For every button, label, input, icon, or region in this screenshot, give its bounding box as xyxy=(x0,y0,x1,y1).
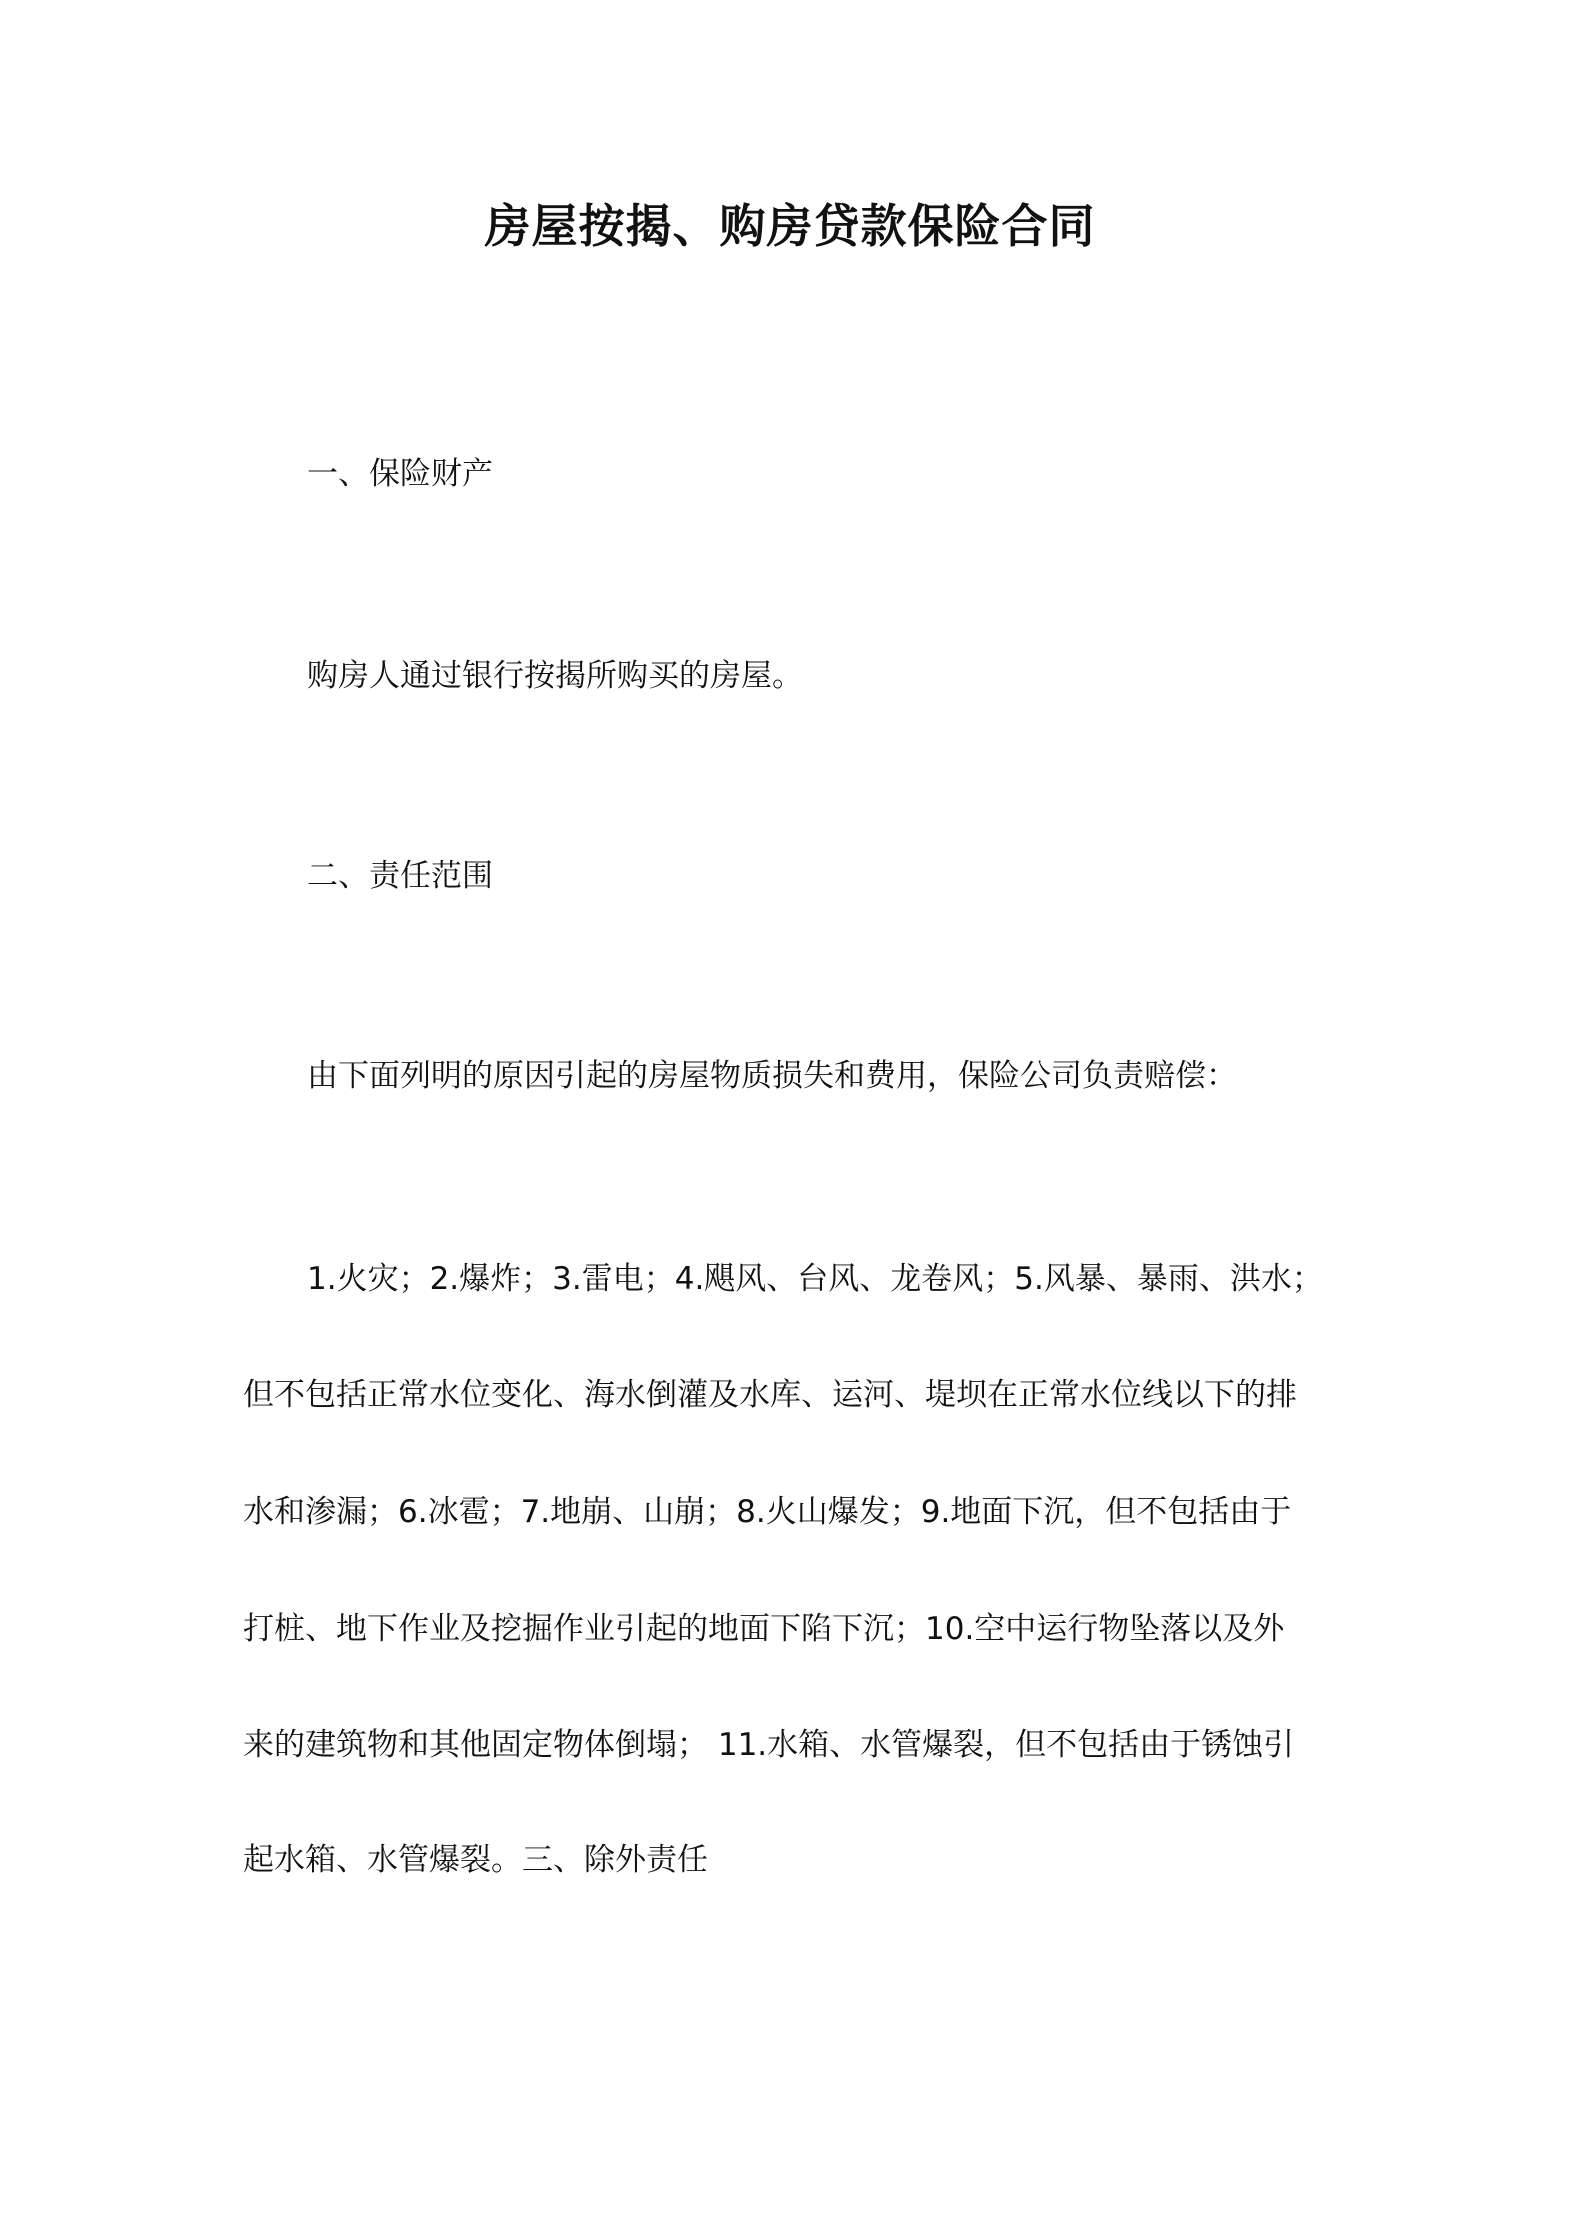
list-line-5: 来的建筑物和其他固定物体倒塌； 11.水箱、水管爆裂，但不包括由于锈蚀引 xyxy=(243,1727,1295,1763)
list-line-3: 水和渗漏；6.冰雹；7.地崩、山崩；8.火山爆发；9.地面下沉，但不包括由于 xyxy=(243,1494,1292,1530)
section2-intro: 由下面列明的原因引起的房屋物质损失和费用，保险公司负责赔偿： xyxy=(307,1058,1237,1094)
section1-body: 购房人通过银行按揭所购买的房屋。 xyxy=(307,658,803,694)
list-line-2: 但不包括正常水位变化、海水倒灌及水库、运河、堤坝在正常水位线以下的排 xyxy=(243,1377,1297,1413)
list-line-6: 起水箱、水管爆裂。三、除外责任 xyxy=(243,1842,708,1878)
section1-heading: 一、保险财产 xyxy=(307,456,493,492)
document-title: 房屋按揭、购房贷款保险合同 xyxy=(484,199,1096,253)
list-line-4: 打桩、地下作业及挖掘作业引起的地面下陷下沉；10.空中运行物坠落以及外 xyxy=(243,1611,1285,1647)
section2-heading: 二、责任范围 xyxy=(307,858,493,894)
list-line-1: 1.火灾；2.爆炸；3.雷电；4.飓风、台风、龙卷风；5.风暴、暴雨、洪水； xyxy=(307,1261,1323,1297)
